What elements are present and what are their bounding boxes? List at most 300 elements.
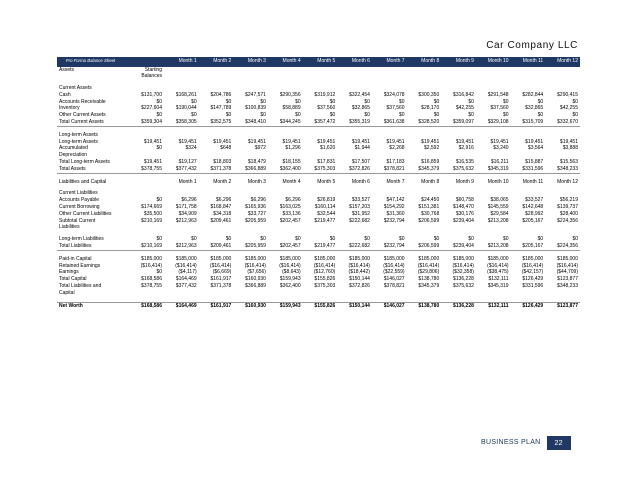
month-value-cell: ($12,760) xyxy=(313,269,336,276)
company-name: Car Company LLC xyxy=(486,40,578,51)
starting-balance-cell: $210,169 xyxy=(141,217,162,224)
row-label: Earnings xyxy=(59,269,79,276)
month-value-cell: $372,826 xyxy=(337,166,372,173)
month-value-cell xyxy=(545,190,580,197)
month-value-cell: $126,429 xyxy=(511,302,546,309)
table-row xyxy=(57,92,580,99)
month-value-cell: $15,887 xyxy=(525,159,544,166)
month-value-cell: $19,127 xyxy=(178,159,197,166)
month-value-cell: $328,520 xyxy=(407,119,442,126)
month-value-cell: $3,564 xyxy=(527,145,544,152)
month-value-cell xyxy=(545,67,580,74)
month-value-cell: $239,404 xyxy=(453,217,474,224)
month-value-cell xyxy=(372,190,407,197)
row-label: Subtotal Current xyxy=(59,217,96,224)
starting-balance-cell: $19,451 xyxy=(143,138,162,145)
table-row xyxy=(57,99,580,106)
month-value-cell xyxy=(372,85,407,92)
month-value-cell: $972 xyxy=(254,145,266,152)
month-value-cell: $224,356 xyxy=(557,217,578,224)
month-value-cell: $31,360 xyxy=(386,210,405,217)
month-value-cell: $232,794 xyxy=(372,243,407,250)
month-value-cell xyxy=(337,224,372,231)
month-value-cell: $315,709 xyxy=(511,119,546,126)
month-value-cell xyxy=(199,224,234,231)
month-value-cell: $0 xyxy=(433,112,440,119)
month-value-cell: $348,233 xyxy=(545,166,580,173)
month-value-cell xyxy=(476,73,511,80)
month-value-cell: $232,794 xyxy=(383,217,405,224)
month-value-cell: $0 xyxy=(399,112,405,119)
month-value-cell: $31,952 xyxy=(351,210,370,217)
page-number: 22 xyxy=(547,436,571,450)
month-value-cell: $0 xyxy=(537,98,544,105)
month-header-cell: Month 7 xyxy=(372,57,407,67)
month-value-cell: $362,400 xyxy=(268,166,303,173)
month-value-cell xyxy=(545,290,580,297)
month-value-cell: ($4,117) xyxy=(178,269,197,276)
month-value-cell xyxy=(511,67,546,74)
month-value-cell: $18,479 xyxy=(247,159,266,166)
table-row xyxy=(57,236,580,243)
month-value-cell: $150,144 xyxy=(337,302,372,309)
starting-balance-cell: Starting xyxy=(144,66,162,73)
month-value-cell: ($44,709) xyxy=(556,269,578,276)
starting-balance-cell xyxy=(124,179,164,186)
month-value-cell: $1,296 xyxy=(285,145,301,152)
month-value-cell: $33,727 xyxy=(247,210,266,217)
month-value-cell xyxy=(407,73,442,80)
month-value-cell: $0 xyxy=(329,236,336,243)
month-value-cell xyxy=(441,190,476,197)
month-value-cell: $34,909 xyxy=(178,210,197,217)
month-value-cell: $0 xyxy=(225,112,232,119)
table-row xyxy=(57,190,580,197)
month-value-cell: Month 9 xyxy=(455,178,474,185)
month-value-cell: $1,944 xyxy=(354,145,370,152)
month-value-cell: ($18,442) xyxy=(348,269,370,276)
month-value-cell: $2,268 xyxy=(389,145,405,152)
month-value-cell: $377,432 xyxy=(164,166,199,173)
month-value-cell xyxy=(441,152,476,159)
month-value-cell: $0 xyxy=(399,236,405,243)
month-value-cell: $37,560 xyxy=(317,105,336,112)
month-value-cell: $0 xyxy=(364,236,370,243)
month-value-cell: $0 xyxy=(468,236,474,243)
month-value-cell: $139,737 xyxy=(557,204,578,211)
month-value-cell xyxy=(164,67,199,74)
month-value-cell xyxy=(407,290,442,297)
row-label: Liabilities and Capital xyxy=(59,178,107,185)
month-value-cell: Month 5 xyxy=(317,178,336,185)
month-value-cell: $0 xyxy=(572,98,578,105)
month-value-cell: $38,065 xyxy=(490,197,509,204)
month-value-cell: ($8,643) xyxy=(282,269,301,276)
table-row xyxy=(57,302,580,309)
month-value-cell: $19,451 xyxy=(247,138,266,145)
month-value-cell: $185,000 xyxy=(383,255,405,262)
month-value-cell: $345,379 xyxy=(418,283,440,290)
month-value-cell: $0 xyxy=(329,98,336,105)
month-value-cell xyxy=(337,73,372,80)
month-value-cell: $205,959 xyxy=(233,243,268,250)
month-value-cell: $19,451 xyxy=(213,138,232,145)
row-label: Total Current Assets xyxy=(57,119,124,126)
month-value-cell xyxy=(476,152,511,159)
month-value-cell xyxy=(199,190,234,197)
month-value-cell: Month 11 xyxy=(522,178,544,185)
table-row xyxy=(57,159,580,166)
month-value-cell: $15,563 xyxy=(559,159,578,166)
month-value-cell: $202,457 xyxy=(279,217,301,224)
month-value-cell: $362,400 xyxy=(279,283,301,290)
month-value-cell xyxy=(511,73,546,80)
month-value-cell xyxy=(268,73,303,80)
month-value-cell: $185,000 xyxy=(175,255,197,262)
row-label: Current Assets xyxy=(59,85,92,92)
starting-balance-cell: $227,604 xyxy=(141,105,162,112)
table-row xyxy=(57,112,580,119)
month-value-cell: $6,296 xyxy=(216,197,232,204)
row-label: Total Assets xyxy=(57,166,124,173)
month-value-cell: $0 xyxy=(468,98,474,105)
month-value-cell: $17,183 xyxy=(386,159,405,166)
month-header-cell: Month 8 xyxy=(407,57,442,67)
month-value-cell: $6,296 xyxy=(181,197,197,204)
month-value-cell: $357,472 xyxy=(303,119,338,126)
month-value-cell: $224,356 xyxy=(545,243,580,250)
month-value-cell: $0 xyxy=(295,98,301,105)
month-value-cell: $155,826 xyxy=(314,276,336,283)
month-value-cell: $0 xyxy=(399,98,405,105)
month-value-cell xyxy=(233,132,268,139)
month-value-cell: $348,410 xyxy=(233,119,268,126)
month-value-cell xyxy=(268,290,303,297)
starting-balance-cell xyxy=(124,152,164,159)
month-value-cell xyxy=(199,290,234,297)
month-value-cell: ($16,414) xyxy=(383,262,405,269)
month-value-cell: $366,889 xyxy=(245,283,266,290)
month-value-cell xyxy=(476,67,511,74)
month-value-cell: $123,877 xyxy=(557,276,578,283)
month-value-cell xyxy=(337,290,372,297)
month-value-cell xyxy=(233,290,268,297)
month-value-cell: $212,963 xyxy=(175,217,197,224)
starting-balance-cell: $19,451 xyxy=(143,159,162,166)
month-value-cell: $185,000 xyxy=(314,255,336,262)
month-value-cell: $19,451 xyxy=(386,138,405,145)
month-value-cell xyxy=(372,152,407,159)
month-value-cell: $17,831 xyxy=(317,159,336,166)
month-value-cell: $375,303 xyxy=(314,283,336,290)
starting-balance-cell: $0 xyxy=(156,145,162,152)
month-value-cell: $168,847 xyxy=(210,204,232,211)
month-value-cell: $0 xyxy=(572,236,578,243)
month-value-cell: $0 xyxy=(295,236,301,243)
month-value-cell: $202,457 xyxy=(268,243,303,250)
row-label xyxy=(57,73,124,80)
month-value-cell xyxy=(545,73,580,80)
month-value-cell: $331,596 xyxy=(511,166,546,173)
table-row xyxy=(57,152,580,159)
month-value-cell: Month 7 xyxy=(386,178,405,185)
month-value-cell: $32,865 xyxy=(351,105,370,112)
table-row xyxy=(57,256,580,263)
month-value-cell xyxy=(407,190,442,197)
month-value-cell: $213,208 xyxy=(487,217,509,224)
month-value-cell: $151,381 xyxy=(418,204,440,211)
month-value-cell: Month 4 xyxy=(282,178,301,185)
month-value-cell xyxy=(372,132,407,139)
month-value-cell: $206,599 xyxy=(407,243,442,250)
month-value-cell: $371,378 xyxy=(199,166,234,173)
month-value-cell: $0 xyxy=(537,236,544,243)
starting-balance-cell: $131,700 xyxy=(141,91,162,98)
starting-balance-cell: ($16,414) xyxy=(140,262,162,269)
month-value-cell: $185,000 xyxy=(453,255,474,262)
month-value-cell: $345,319 xyxy=(487,283,509,290)
month-value-cell: $42,255 xyxy=(559,105,578,112)
month-value-cell: $344,245 xyxy=(268,119,303,126)
month-value-cell xyxy=(268,190,303,197)
month-value-cell: $0 xyxy=(468,112,474,119)
month-value-cell: $290,356 xyxy=(279,91,301,98)
month-value-cell: $0 xyxy=(260,236,266,243)
month-header-cell: Month 10 xyxy=(476,57,511,67)
starting-balance-cell: Balances xyxy=(141,73,162,80)
month-value-cell xyxy=(441,290,476,297)
table-row xyxy=(57,105,580,112)
month-value-cell xyxy=(233,224,268,231)
month-value-cell: $159,943 xyxy=(268,302,303,309)
month-value-cell xyxy=(303,73,338,80)
table-row xyxy=(57,67,580,74)
month-value-cell: $19,451 xyxy=(490,138,509,145)
starting-balance-cell xyxy=(124,290,164,297)
month-value-cell: $332,670 xyxy=(545,119,580,126)
starting-balance-cell: $168,586 xyxy=(141,276,162,283)
month-header-cell: Month 2 xyxy=(199,57,234,67)
month-value-cell xyxy=(407,85,442,92)
month-value-cell: $160,930 xyxy=(233,302,268,309)
month-header-cell: Month 5 xyxy=(303,57,338,67)
month-value-cell: $322,454 xyxy=(349,91,370,98)
month-value-cell: $1,620 xyxy=(319,145,336,152)
row-label: Capital xyxy=(59,289,75,296)
month-value-cell: $160,114 xyxy=(314,204,336,211)
month-value-cell xyxy=(511,190,546,197)
month-value-cell: $6,296 xyxy=(285,197,301,204)
row-label: Accounts Receivable xyxy=(59,98,106,105)
month-value-cell: $0 xyxy=(503,98,509,105)
starting-balance-cell: $185,000 xyxy=(141,255,162,262)
month-header-cell: Month 1 xyxy=(164,57,199,67)
row-label: Cash xyxy=(59,91,71,98)
month-value-cell xyxy=(441,73,476,80)
table-row xyxy=(57,283,580,290)
month-value-cell: $355,319 xyxy=(337,119,372,126)
row-label: Depreciation xyxy=(59,152,88,159)
month-value-cell xyxy=(372,73,407,80)
month-value-cell xyxy=(303,290,338,297)
month-value-cell: $0 xyxy=(191,236,197,243)
month-value-cell: $26,819 xyxy=(317,197,336,204)
month-value-cell: $0 xyxy=(572,112,578,119)
row-label: Net Worth xyxy=(57,302,124,309)
starting-balance-cell xyxy=(124,190,164,197)
month-value-cell: $126,429 xyxy=(522,276,544,283)
month-value-cell: $16,535 xyxy=(455,159,474,166)
month-value-cell: $17,507 xyxy=(351,159,370,166)
month-value-cell: ($16,414) xyxy=(521,262,544,269)
month-value-cell: Month 1 xyxy=(178,178,197,185)
month-value-cell: $331,596 xyxy=(522,283,544,290)
month-value-cell: $358,305 xyxy=(164,119,199,126)
month-value-cell xyxy=(268,152,303,159)
month-value-cell: $30,768 xyxy=(421,210,440,217)
month-value-cell: $123,877 xyxy=(545,302,580,309)
row-label: Total Capital xyxy=(59,276,87,283)
month-value-cell: ($32,358) xyxy=(452,269,474,276)
month-value-cell xyxy=(407,132,442,139)
month-value-cell xyxy=(303,132,338,139)
month-value-cell: $185,000 xyxy=(279,255,301,262)
month-value-cell: $19,451 xyxy=(351,138,370,145)
month-value-cell: $28,992 xyxy=(525,210,544,217)
month-value-cell: $206,599 xyxy=(418,217,440,224)
month-value-cell xyxy=(407,224,442,231)
month-value-cell xyxy=(511,290,546,297)
month-value-cell: $19,451 xyxy=(282,138,301,145)
month-value-cell xyxy=(233,190,268,197)
starting-balance-cell: $0 xyxy=(156,269,162,276)
month-value-cell: $155,826 xyxy=(303,302,338,309)
month-value-cell: $28,170 xyxy=(421,105,440,112)
table-row xyxy=(57,132,580,139)
month-value-cell: $138,780 xyxy=(418,276,440,283)
month-value-cell: $0 xyxy=(225,98,232,105)
month-value-cell: $164,469 xyxy=(164,302,199,309)
month-value-cell xyxy=(303,152,338,159)
month-value-cell: $18,155 xyxy=(282,159,301,166)
month-value-cell: $19,451 xyxy=(525,138,544,145)
month-value-cell xyxy=(476,224,511,231)
month-value-cell: $204,786 xyxy=(210,91,232,98)
month-value-cell: $345,319 xyxy=(476,166,511,173)
month-value-cell: $375,632 xyxy=(453,283,474,290)
month-value-cell: ($7,656) xyxy=(247,269,266,276)
month-value-cell xyxy=(337,190,372,197)
month-value-cell: $56,219 xyxy=(559,197,578,204)
month-value-cell: $2,916 xyxy=(458,145,474,152)
row-label: Assets xyxy=(59,66,75,73)
row-label: Current Borrowing xyxy=(59,204,100,211)
month-value-cell: $378,821 xyxy=(372,166,407,173)
table-row xyxy=(57,218,580,225)
month-value-cell: $0 xyxy=(329,112,336,119)
month-value-cell: $24,450 xyxy=(421,197,440,204)
month-value-cell: $28,400 xyxy=(559,210,578,217)
month-header-cell: Month 4 xyxy=(268,57,303,67)
month-value-cell: $171,758 xyxy=(175,204,197,211)
month-value-cell: $132,111 xyxy=(488,276,509,283)
month-value-cell: $37,560 xyxy=(490,105,509,112)
table-row xyxy=(57,243,580,250)
month-value-cell xyxy=(164,85,199,92)
row-label: Long-term Assets xyxy=(59,131,98,138)
month-value-cell: $33,527 xyxy=(525,197,544,204)
month-value-cell: ($29,806) xyxy=(417,269,440,276)
month-value-cell: $150,144 xyxy=(349,276,370,283)
month-value-cell xyxy=(476,190,511,197)
month-value-cell: $316,842 xyxy=(453,91,474,98)
row-label: Total Liabilities and xyxy=(59,283,102,290)
month-value-cell xyxy=(441,132,476,139)
footer-label: BUSINESS PLAN xyxy=(481,439,541,446)
header-starting-cell xyxy=(124,57,164,67)
month-value-cell: $371,378 xyxy=(210,283,232,290)
month-value-cell xyxy=(268,132,303,139)
month-value-cell xyxy=(511,224,546,231)
month-value-cell xyxy=(199,73,234,80)
month-value-cell: Month 6 xyxy=(351,178,370,185)
month-value-cell: $142,648 xyxy=(522,204,544,211)
starting-balance-cell: $0 xyxy=(156,236,162,243)
month-value-cell: $19,451 xyxy=(455,138,474,145)
month-value-cell: $329,108 xyxy=(476,119,511,126)
month-value-cell: $154,292 xyxy=(383,204,405,211)
row-label: Inventory xyxy=(59,105,80,112)
row-label: Long-term Liabilities xyxy=(59,236,104,243)
month-value-cell: $132,111 xyxy=(476,302,511,309)
table-row xyxy=(57,269,580,276)
month-value-cell: $282,844 xyxy=(522,91,544,98)
month-value-cell: $345,379 xyxy=(407,166,442,173)
table-row xyxy=(57,85,580,92)
row-label: Retained Earnings xyxy=(59,262,101,269)
month-value-cell xyxy=(476,290,511,297)
month-value-cell: $185,000 xyxy=(349,255,370,262)
month-value-cell: $366,889 xyxy=(233,166,268,173)
month-value-cell: $377,432 xyxy=(175,283,197,290)
month-value-cell: $159,943 xyxy=(279,276,301,283)
starting-balance-cell xyxy=(124,224,164,231)
month-value-cell: ($16,414) xyxy=(348,262,370,269)
month-value-cell xyxy=(303,67,338,74)
month-value-cell xyxy=(233,73,268,80)
month-value-cell: $164,469 xyxy=(175,276,197,283)
header-label-cell: Pro Forma Balance Sheet xyxy=(57,57,124,67)
month-value-cell: $348,233 xyxy=(557,283,578,290)
table-header-row xyxy=(57,57,580,67)
month-value-cell: $213,208 xyxy=(476,243,511,250)
month-value-cell: $0 xyxy=(364,112,370,119)
month-value-cell xyxy=(164,152,199,159)
row-label: Accumulated xyxy=(59,145,88,152)
month-value-cell xyxy=(337,152,372,159)
starting-balance-cell: $378,755 xyxy=(141,283,162,290)
month-value-cell: $375,303 xyxy=(303,166,338,173)
month-value-cell: $58,889 xyxy=(282,105,301,112)
month-value-cell xyxy=(337,67,372,74)
month-value-cell: $0 xyxy=(225,236,232,243)
month-value-cell: ($16,414) xyxy=(313,262,336,269)
month-value-cell xyxy=(233,67,268,74)
month-value-cell xyxy=(337,85,372,92)
month-value-cell: $359,097 xyxy=(441,119,476,126)
month-value-cell: $3,888 xyxy=(562,145,578,152)
month-value-cell: $146,027 xyxy=(383,276,405,283)
